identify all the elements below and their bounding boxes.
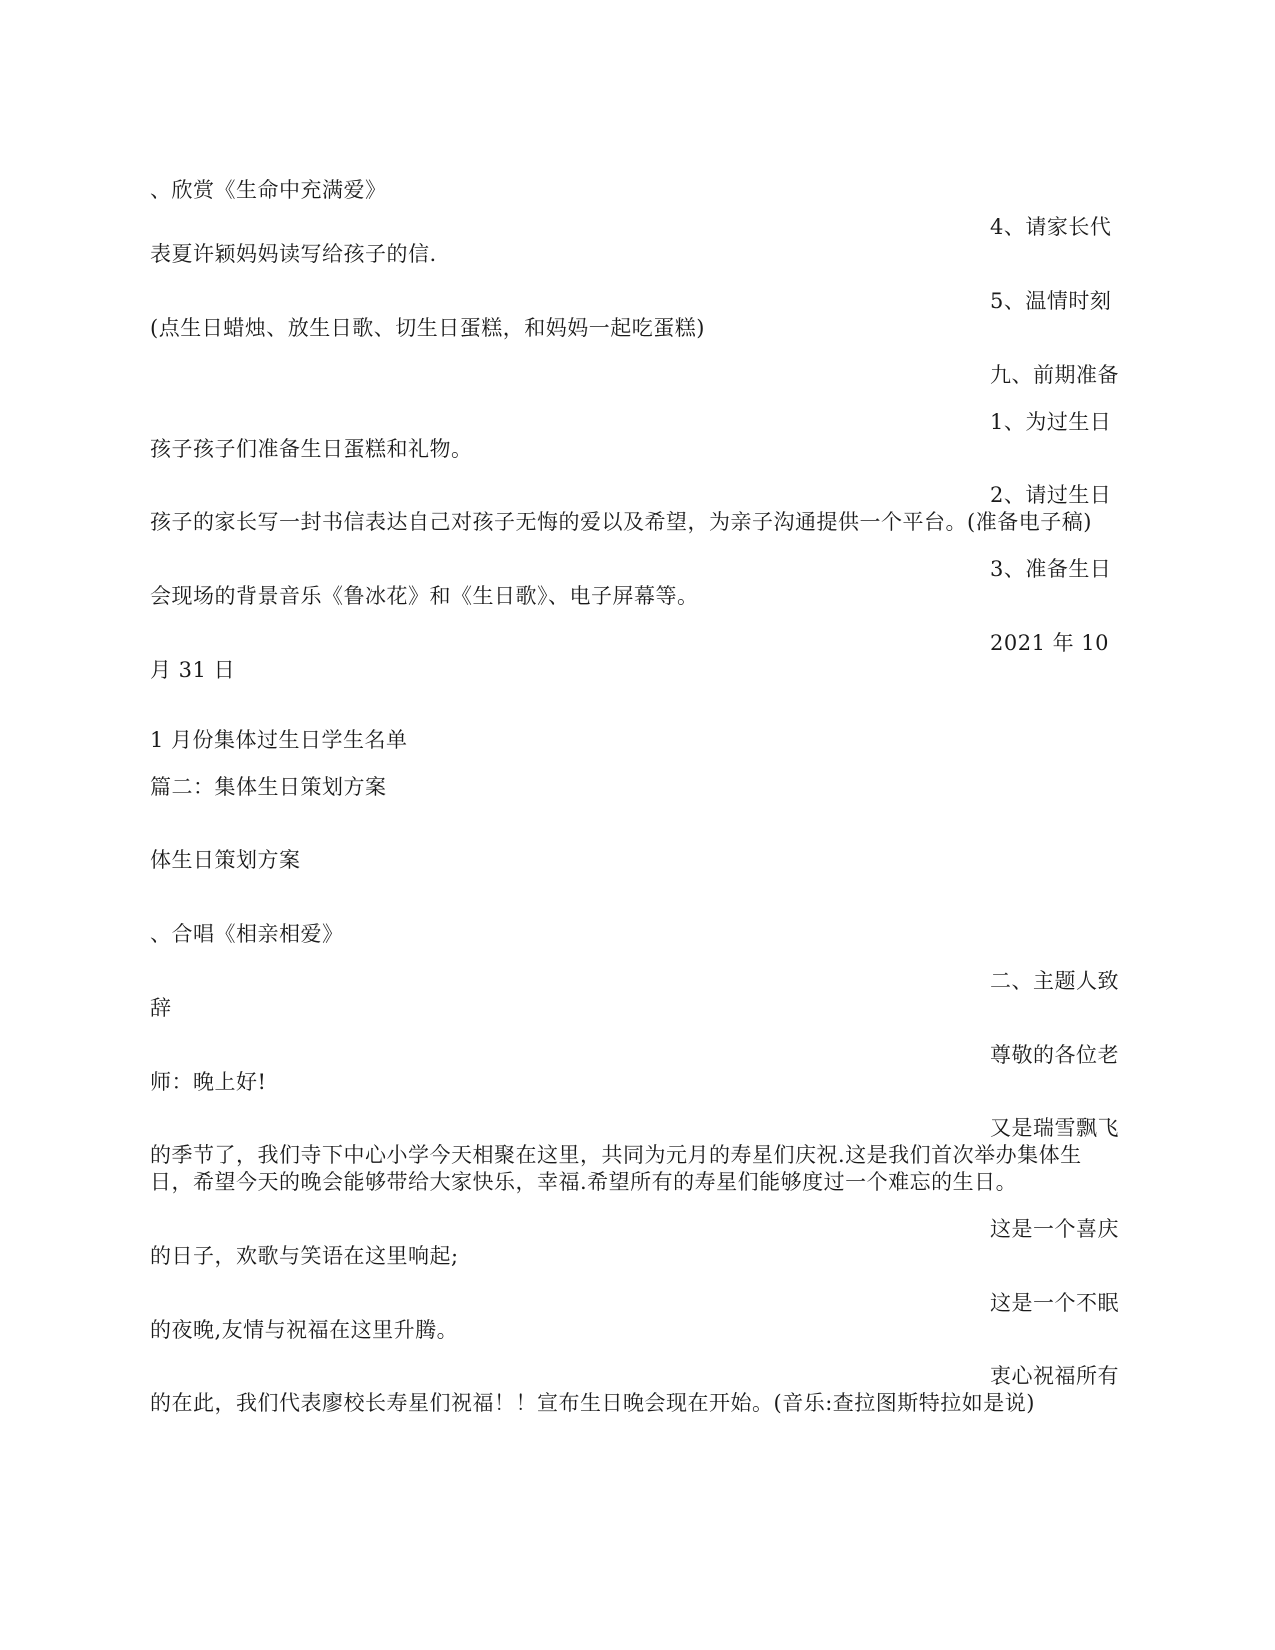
text-line: 会现场的背景音乐《鲁冰花》和《生日歌》、电子屏幕等。	[150, 584, 699, 608]
text-line: 的季节了，我们寺下中心小学今天相聚在这里，共同为元月的寿星们庆祝.这是我们首次举办集体生	[150, 1143, 1082, 1167]
text-line: (点生日蜡烛、放生日歌、切生日蛋糕，和妈妈一起吃蛋糕)	[150, 316, 705, 340]
section-heading: 篇二：集体生日策划方案	[150, 775, 387, 799]
section-heading: 辞	[150, 996, 172, 1020]
text-line: 2、请过生日	[990, 483, 1112, 507]
text-line: 1 月份集体过生日学生名单	[150, 728, 408, 752]
text-line: 1、为过生日	[990, 410, 1112, 434]
section-heading: 九、前期准备	[990, 363, 1119, 387]
text-line: 的夜晚,友情与祝福在这里升腾。	[150, 1318, 459, 1342]
text-line: 这是一个不眠	[990, 1291, 1119, 1315]
text-line: 孩子孩子们准备生日蛋糕和礼物。	[150, 437, 473, 461]
text-line: 孩子的家长写一封书信表达自己对孩子无悔的爱以及希望，为亲子沟通提供一个平台。(准备电子稿)	[150, 510, 1092, 534]
text-line: 的在此，我们代表廖校长寿星们祝福！！宣布生日晚会现在开始。(音乐:查拉图斯特拉如是说)	[150, 1391, 1035, 1415]
text-line: 、欣赏《生命中充满爱》	[150, 178, 387, 202]
text-line: 日，希望今天的晚会能够带给大家快乐，幸福.希望所有的寿星们能够度过一个难忘的生日。	[150, 1170, 1018, 1194]
section-heading: 体生日策划方案	[150, 848, 301, 872]
text-line: 、合唱《相亲相爱》	[150, 922, 344, 946]
text-line: 衷心祝福所有	[990, 1364, 1119, 1388]
text-line: 3、准备生日	[990, 557, 1112, 581]
text-line: 表夏许颖妈妈读写给孩子的信.	[150, 242, 437, 266]
date-line: 2021 年 10	[990, 631, 1110, 655]
text-line: 又是瑞雪飘飞	[990, 1116, 1119, 1140]
section-heading: 二、主题人致	[990, 969, 1119, 993]
text-line: 4、请家长代	[990, 215, 1112, 239]
date-line: 月 31 日	[150, 658, 236, 682]
text-line: 师：晚上好!	[150, 1070, 267, 1094]
text-line: 的日子，欢歌与笑语在这里响起;	[150, 1244, 459, 1268]
text-line: 尊敬的各位老	[990, 1043, 1119, 1067]
text-line: 这是一个喜庆	[990, 1217, 1119, 1241]
text-line: 5、温情时刻	[990, 289, 1112, 313]
